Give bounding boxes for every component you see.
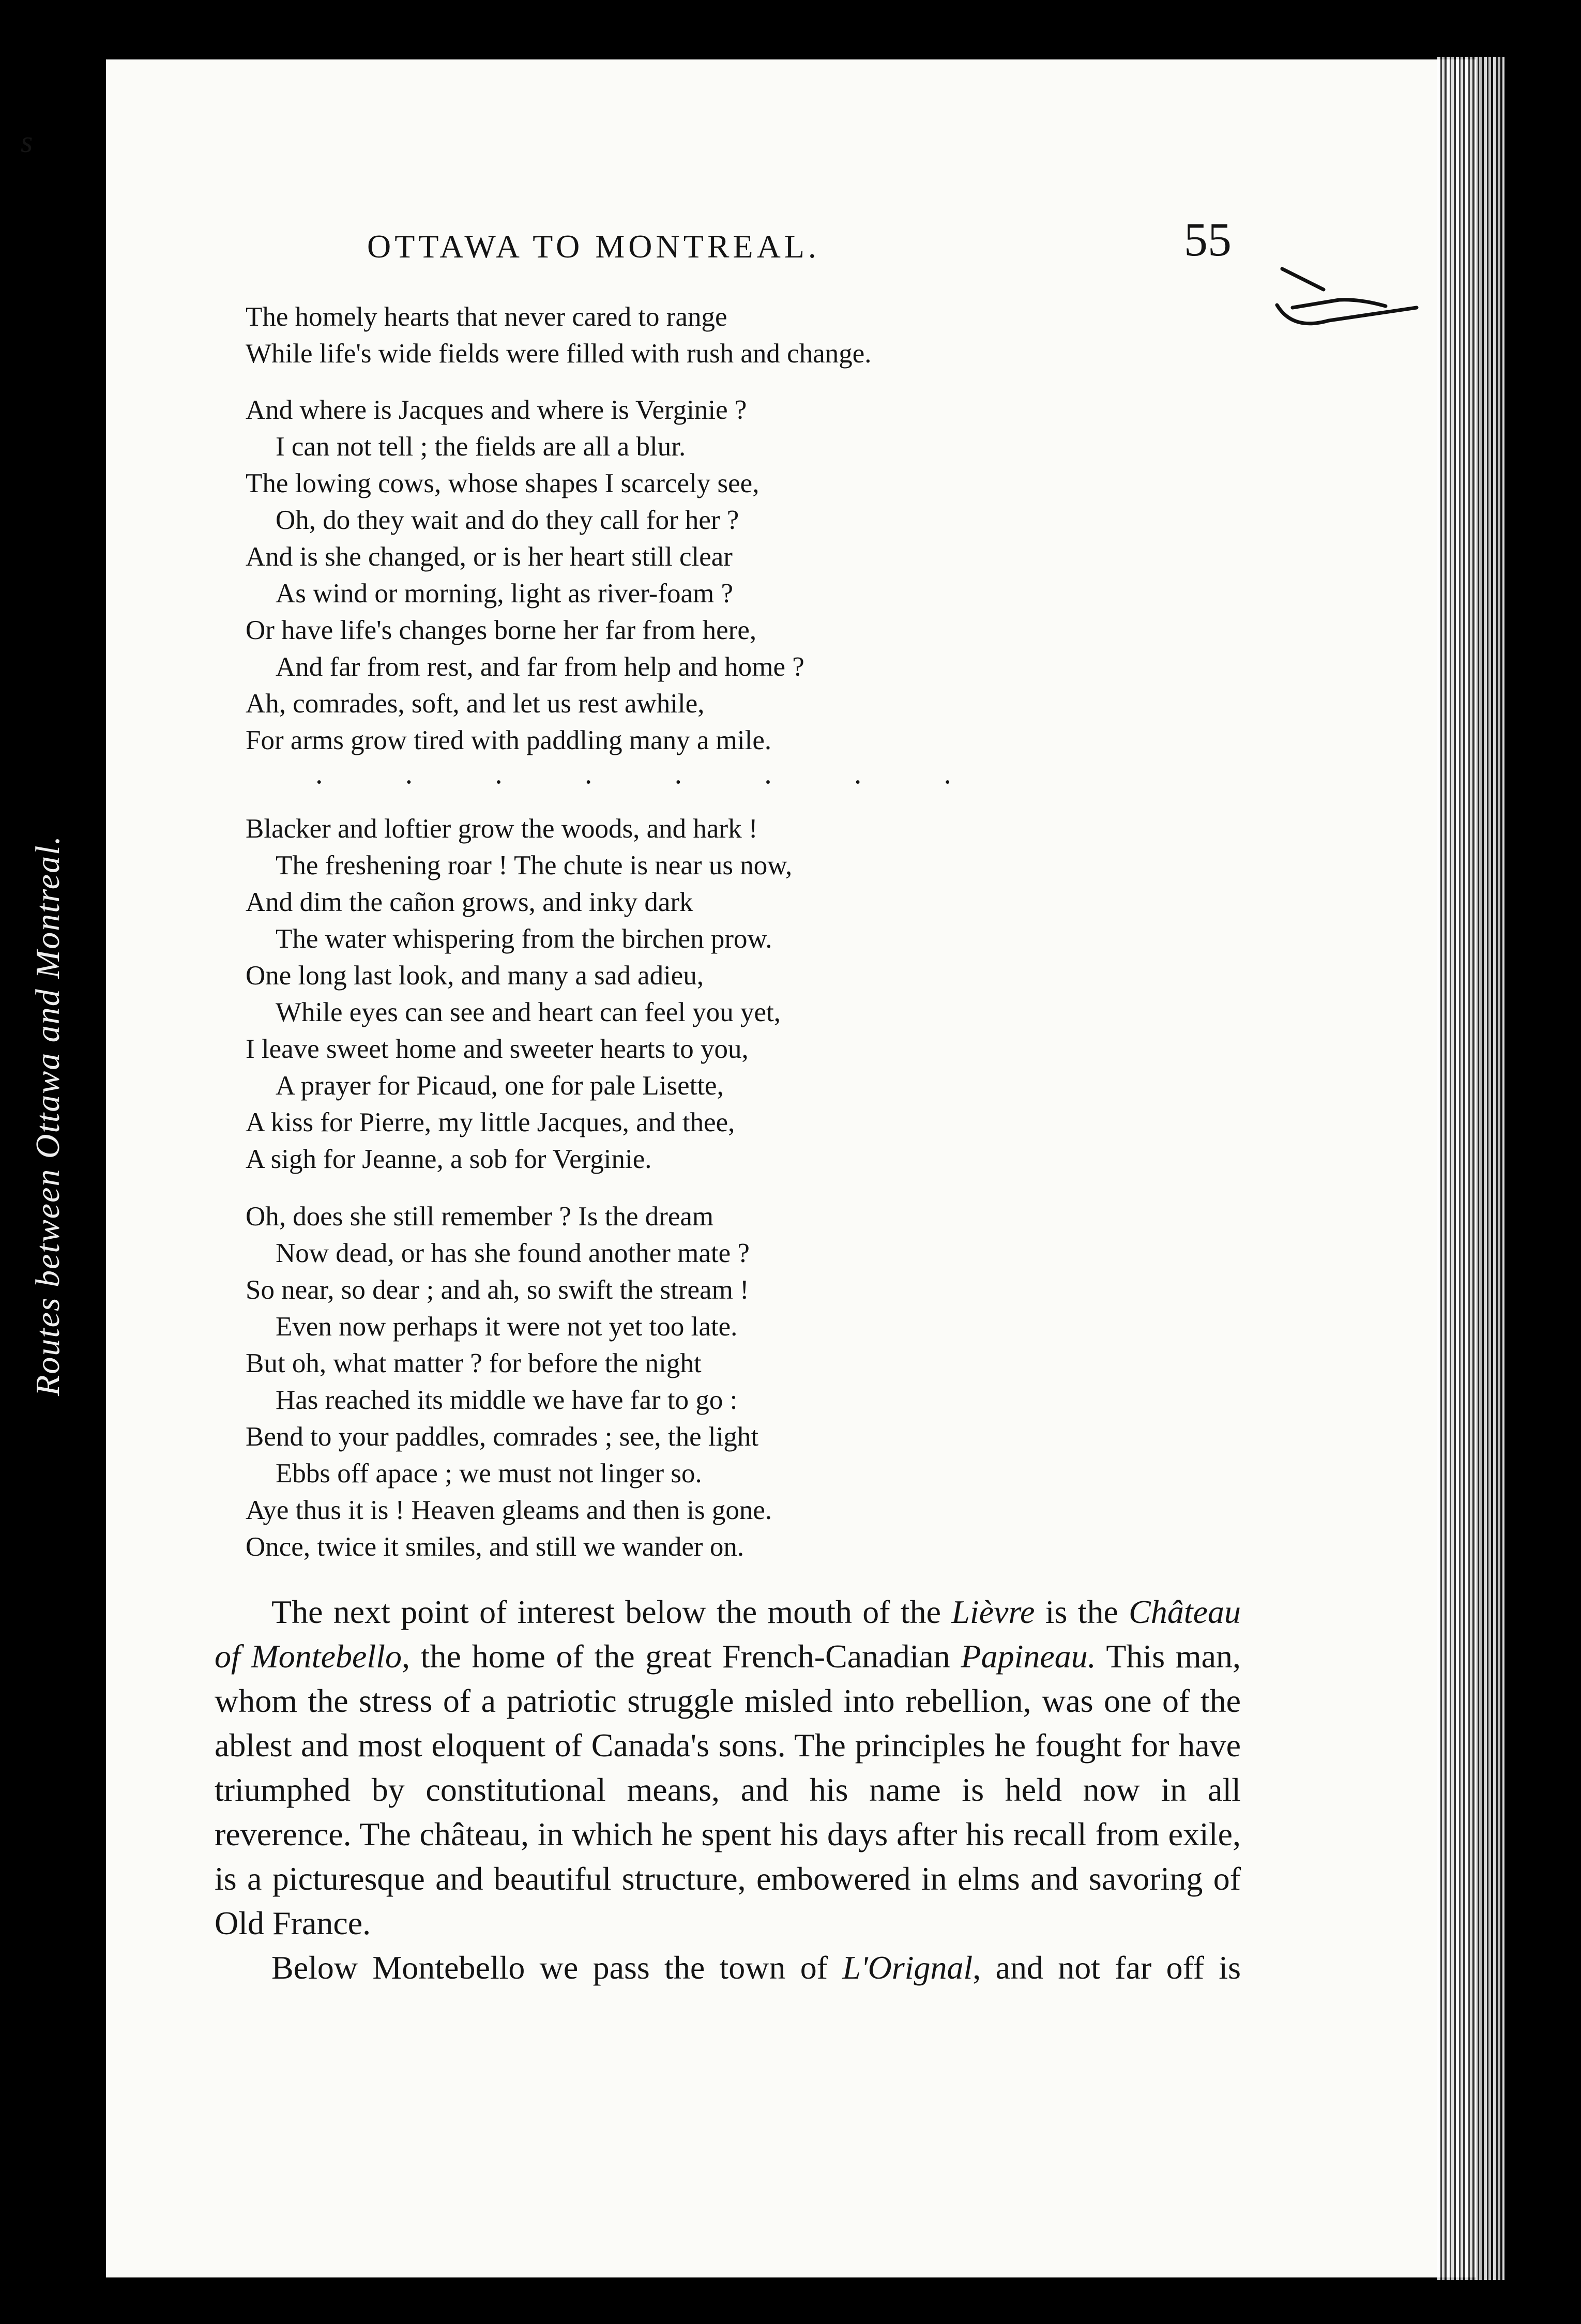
place-name-lorignal: L'Orignal	[842, 1949, 973, 1986]
verse-line: A prayer for Picaud, one for pale Lisette,	[276, 1071, 724, 1101]
side-caption: Routes between Ottawa and Montreal.	[29, 835, 67, 1396]
verse-line: And is she changed, or is her heart still clear	[246, 542, 733, 572]
verse-line: And dim the cañon grows, and inky dark	[246, 887, 693, 917]
person-name-papineau: Papineau.	[961, 1638, 1096, 1675]
verse-line: Oh, does she still remember ? Is the dream	[246, 1202, 714, 1232]
stanza-2	[246, 392, 804, 759]
page-number: 55	[1184, 213, 1232, 266]
verse-line: Aye thus it is ! Heaven gleams and then is gone.	[246, 1495, 772, 1525]
stanza-3	[246, 811, 792, 1178]
verse-line: And far from rest, and far from help and home ?	[276, 652, 804, 682]
stanza-4	[246, 1198, 772, 1566]
verse-line: While life's wide fields were filled with rush and change.	[246, 339, 872, 369]
verse-line: As wind or morning, light as river-foam ?	[276, 579, 734, 609]
ellipsis-dots	[315, 756, 951, 791]
verse-line: And where is Jacques and where is Verginie ?	[246, 395, 747, 425]
verse-line: Ah, comrades, soft, and let us rest awhile,	[246, 689, 705, 719]
paragraph-lorignal	[215, 1946, 1241, 1990]
verse-line: The freshening roar ! The chute is near us now,	[276, 850, 793, 880]
verse-line: Even now perhaps it were not yet too late.	[276, 1312, 738, 1342]
verse-line: Or have life's changes borne her far from here,	[246, 615, 757, 645]
verse-line: So near, so dear ; and ah, so swift the stream !	[246, 1275, 749, 1305]
ellipsis-dot: .	[495, 756, 503, 790]
place-name-lievre: Lièvre	[951, 1593, 1035, 1630]
ellipsis-dot: .	[854, 756, 862, 790]
place-name-chateau: Château of Montebello	[215, 1593, 1241, 1675]
ellipsis-dot: .	[944, 756, 951, 790]
ellipsis-dot: .	[584, 756, 592, 790]
paragraph-text: This man, whom the stress of a patriotic struggle misled into rebellion, was one of the ablest and most eloquent of Canada's sons. The principles he fought for have triumphed by constitutional means, and his name is held now in all reverence. The château, in which he spent his days after his recall from exile, is a picturesque and beautiful structure, embowered in elms and savoring of Old France.	[215, 1638, 1241, 1941]
verse-line: Now dead, or has she found another mate ?	[276, 1238, 750, 1268]
verse-line: For arms grow tired with paddling many a mile.	[246, 725, 772, 755]
prose	[215, 1590, 1241, 1990]
page-edge	[1437, 57, 1504, 2280]
paragraph-text: The next point of interest below the mouth of the	[271, 1593, 952, 1630]
running-head: OTTAWA TO MONTREAL.	[367, 228, 820, 265]
verse-line: The lowing cows, whose shapes I scarcely see,	[246, 468, 759, 498]
verse-line: The homely hearts that never cared to range	[246, 302, 727, 332]
verse-line: But oh, what matter ? for before the night	[246, 1348, 702, 1378]
verse-line: Oh, do they wait and do they call for her ?	[276, 505, 739, 535]
verse-line: One long last look, and many a sad adieu,	[246, 961, 704, 991]
ellipsis-dot: .	[315, 756, 323, 790]
verse-line: Blacker and loftier grow the woods, and hark !	[246, 814, 758, 844]
verse-line: I can not tell ; the fields are all a blur.	[276, 432, 686, 462]
paragraph-text: , the home of the great French-Canadian	[401, 1638, 961, 1675]
ellipsis-dot: .	[674, 756, 682, 790]
verse-line: While eyes can see and heart can feel you yet,	[276, 997, 781, 1027]
verse-line: Once, twice it smiles, and still we wander on.	[246, 1532, 744, 1562]
verse-line: A kiss for Pierre, my little Jacques, and thee,	[246, 1107, 735, 1137]
verse-line: A sigh for Jeanne, a sob for Verginie.	[246, 1144, 652, 1174]
pen-flourish-mark	[1261, 259, 1427, 336]
verse-line: The water whispering from the birchen prow.	[276, 924, 772, 954]
verse-line: I leave sweet home and sweeter hearts to you,	[246, 1034, 749, 1064]
paragraph-text: is the	[1035, 1593, 1129, 1630]
stanza-1	[246, 299, 872, 372]
paragraph-text: Below Montebello we pass the town of	[271, 1949, 843, 1986]
paragraph-montebello	[215, 1590, 1241, 1946]
paragraph-text: , and not far off is	[972, 1949, 1241, 1986]
verse-line: Bend to your paddles, comrades ; see, the light	[246, 1422, 759, 1452]
verse-line: Has reached its middle we have far to go :	[276, 1385, 738, 1415]
verse-line: Ebbs off apace ; we must not linger so.	[276, 1459, 702, 1488]
ellipsis-dot: .	[405, 756, 413, 790]
margin-mark: s	[21, 125, 33, 159]
ellipsis-dot: .	[764, 756, 772, 790]
